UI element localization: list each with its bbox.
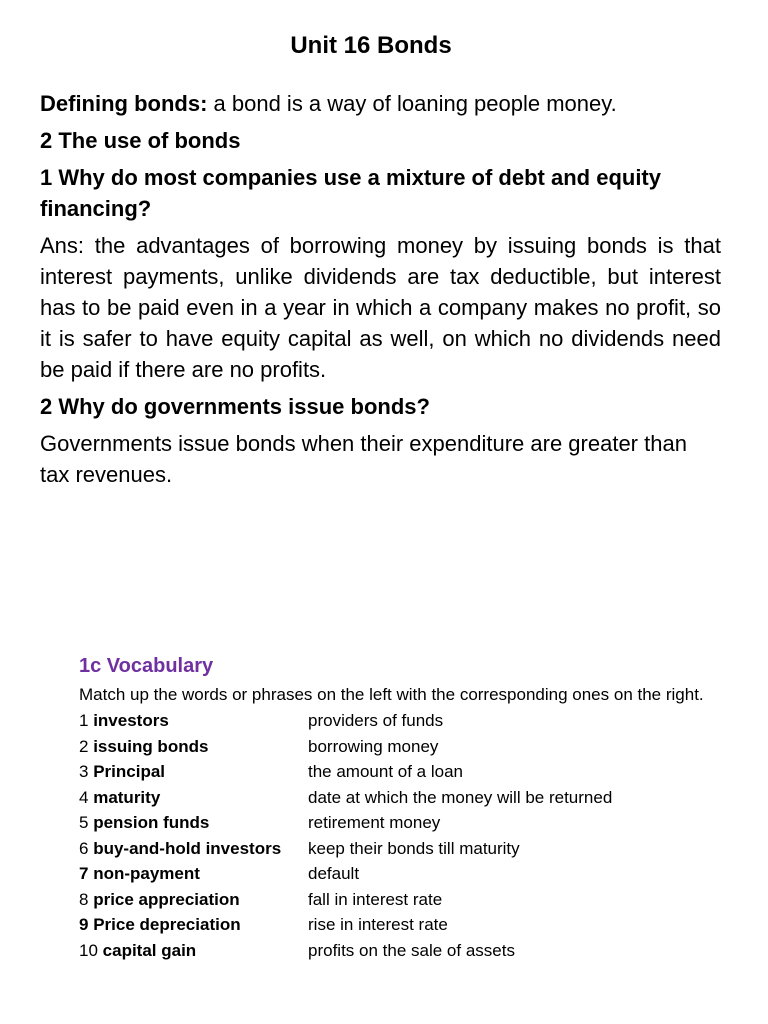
vocab-term-cell xyxy=(79,938,308,964)
vocab-term-cell xyxy=(79,912,308,938)
vocab-term: capital gain xyxy=(102,940,197,960)
vocab-number: 2 xyxy=(79,736,89,756)
vocab-row xyxy=(79,708,612,734)
vocab-number: 9 xyxy=(79,915,89,934)
vocabulary-heading: 1c Vocabulary xyxy=(79,655,214,677)
defining-bonds-paragraph xyxy=(40,88,721,119)
vocab-definition: date at which the money will be returned xyxy=(308,787,613,807)
vocab-row xyxy=(79,861,612,887)
vocab-definition: fall in interest rate xyxy=(308,889,443,909)
vocab-definition: retirement money xyxy=(308,813,441,832)
vocabulary-table xyxy=(79,708,612,963)
vocab-row xyxy=(79,887,612,913)
vocab-row xyxy=(79,938,612,964)
vocab-number: 1 xyxy=(79,711,89,730)
vocab-term-cell xyxy=(79,734,308,760)
vocab-term: Principal xyxy=(93,762,166,781)
vocab-row xyxy=(79,734,612,760)
vocab-term-cell xyxy=(79,785,308,811)
vocab-term: issuing bonds xyxy=(93,736,209,756)
vocab-definition: rise in interest rate xyxy=(308,915,448,934)
vocab-row xyxy=(79,785,612,811)
vocab-definition: keep their bonds till maturity xyxy=(308,838,520,858)
vocab-term-cell xyxy=(79,887,308,913)
vocab-definition: providers of funds xyxy=(308,711,444,730)
vocab-term: buy-and-hold investors xyxy=(93,838,282,858)
vocab-term-cell xyxy=(79,708,308,734)
vocab-term-cell xyxy=(79,759,308,785)
question-2: 2 Why do governments issue bonds? xyxy=(40,394,430,419)
vocab-definition: borrowing money xyxy=(308,736,439,756)
defining-bonds-label: Defining bonds: xyxy=(40,91,208,116)
vocab-number: 3 xyxy=(79,762,89,781)
vocab-definition: default xyxy=(308,864,360,883)
vocab-term: non-payment xyxy=(93,864,200,883)
defining-bonds-text: a bond is a way of loaning people money. xyxy=(207,91,617,116)
vocab-term: maturity xyxy=(93,787,161,807)
vocab-term: investors xyxy=(93,711,169,730)
vocabulary-instructions: Match up the words or phrases on the left with the corresponding ones on the right. xyxy=(79,685,704,704)
section-heading-use-of-bonds: 2 The use of bonds xyxy=(40,128,241,153)
vocab-number: 10 xyxy=(79,940,98,960)
vocab-row xyxy=(79,836,612,862)
main-content xyxy=(40,88,721,496)
vocab-definition: the amount of a loan xyxy=(308,762,464,781)
vocabulary-section xyxy=(79,652,739,963)
vocab-number: 6 xyxy=(79,838,89,858)
vocab-number: 4 xyxy=(79,787,89,807)
vocab-row xyxy=(79,810,612,836)
vocab-number: 5 xyxy=(79,813,89,832)
vocab-term: price appreciation xyxy=(93,889,240,909)
vocab-number: 8 xyxy=(79,889,89,909)
answer-2: Governments issue bonds when their expenditure are greater than tax revenues. xyxy=(40,431,687,487)
answer-1: Ans: the advantages of borrowing money by issuing bonds is that interest payments, unlike dividends are tax deductible, but interest has to be paid even in a year in which a company makes no profit, so it is safer to have equity capital as well, on which no dividends need be paid if there are no profits. xyxy=(40,233,721,382)
question-1: 1 Why do most companies use a mixture of debt and equity financing? xyxy=(40,165,661,221)
vocab-definition: profits on the sale of assets xyxy=(308,940,515,960)
vocab-number: 7 xyxy=(79,864,89,883)
vocab-term: Price depreciation xyxy=(93,915,241,934)
vocab-row xyxy=(79,912,612,938)
vocab-term-cell xyxy=(79,861,308,887)
page-title: Unit 16 Bonds xyxy=(290,32,452,59)
vocab-row xyxy=(79,759,612,785)
vocab-term-cell xyxy=(79,810,308,836)
vocab-term-cell xyxy=(79,836,308,862)
vocab-term: pension funds xyxy=(93,813,210,832)
